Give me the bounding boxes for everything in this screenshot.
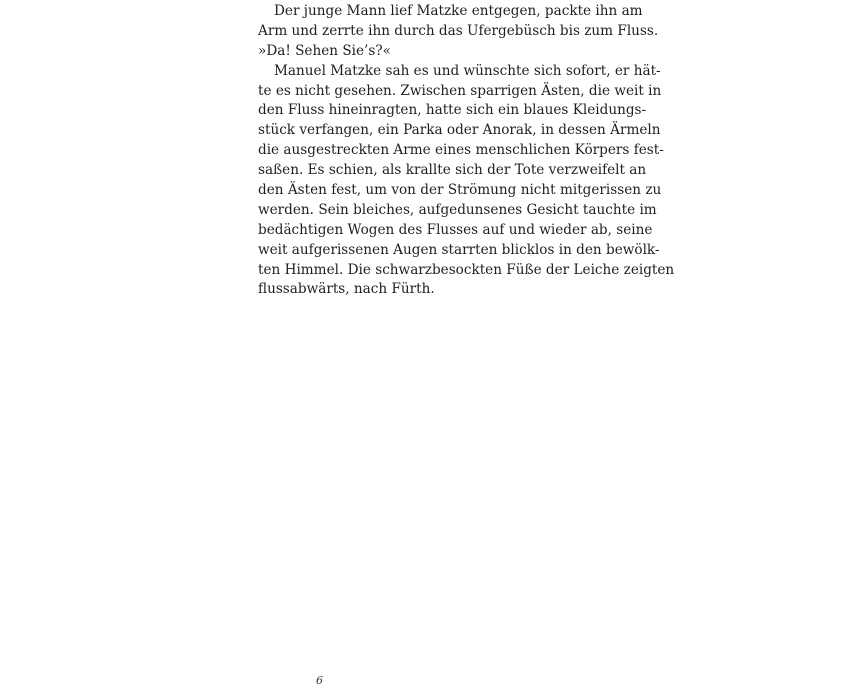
text-line: ten Himmel. Die schwarzbesockten Füße der Leiche zeigten <box>258 261 675 278</box>
text-line: stück verfangen, ein Parka oder Anorak, in dessen Ärmeln <box>258 122 661 139</box>
text-line: die ausgestreckten Arme eines menschlichen Körpers fest- <box>258 142 664 159</box>
text-line: Arm und zerrte ihn durch das Ufergebüsch bis zum Fluss. <box>258 22 659 39</box>
text-line: flussabwärts, nach Fürth. <box>258 281 435 298</box>
text-line: te es nicht gesehen. Zwischen sparrigen Ästen, die weit in <box>258 82 662 99</box>
text-line: bedächtigen Wogen des Flusses auf und wieder ab, seine <box>258 221 653 238</box>
text-line: werden. Sein bleiches, aufgedunsenes Gesicht tauchte im <box>258 201 657 218</box>
text-line: den Ästen fest, um von der Strömung nicht mitgerissen zu <box>258 182 662 199</box>
text-line: den Fluss hineinragten, hatte sich ein blaues Kleidungs- <box>258 102 647 119</box>
page-number: 6 <box>316 674 323 687</box>
body-text <box>258 2 675 300</box>
text-line: »Da! Sehen Sie’s?« <box>258 42 391 59</box>
text-line: weit aufgerissenen Augen starrten blicklos in den bewölk- <box>258 241 660 258</box>
text-line: Der junge Mann lief Matzke entgegen, packte ihn am <box>274 3 643 19</box>
text-line: Manuel Matzke sah es und wünschte sich sofort, er hät- <box>274 62 661 79</box>
text-line: saßen. Es schien, als krallte sich der Tote verzweifelt an <box>258 162 647 179</box>
